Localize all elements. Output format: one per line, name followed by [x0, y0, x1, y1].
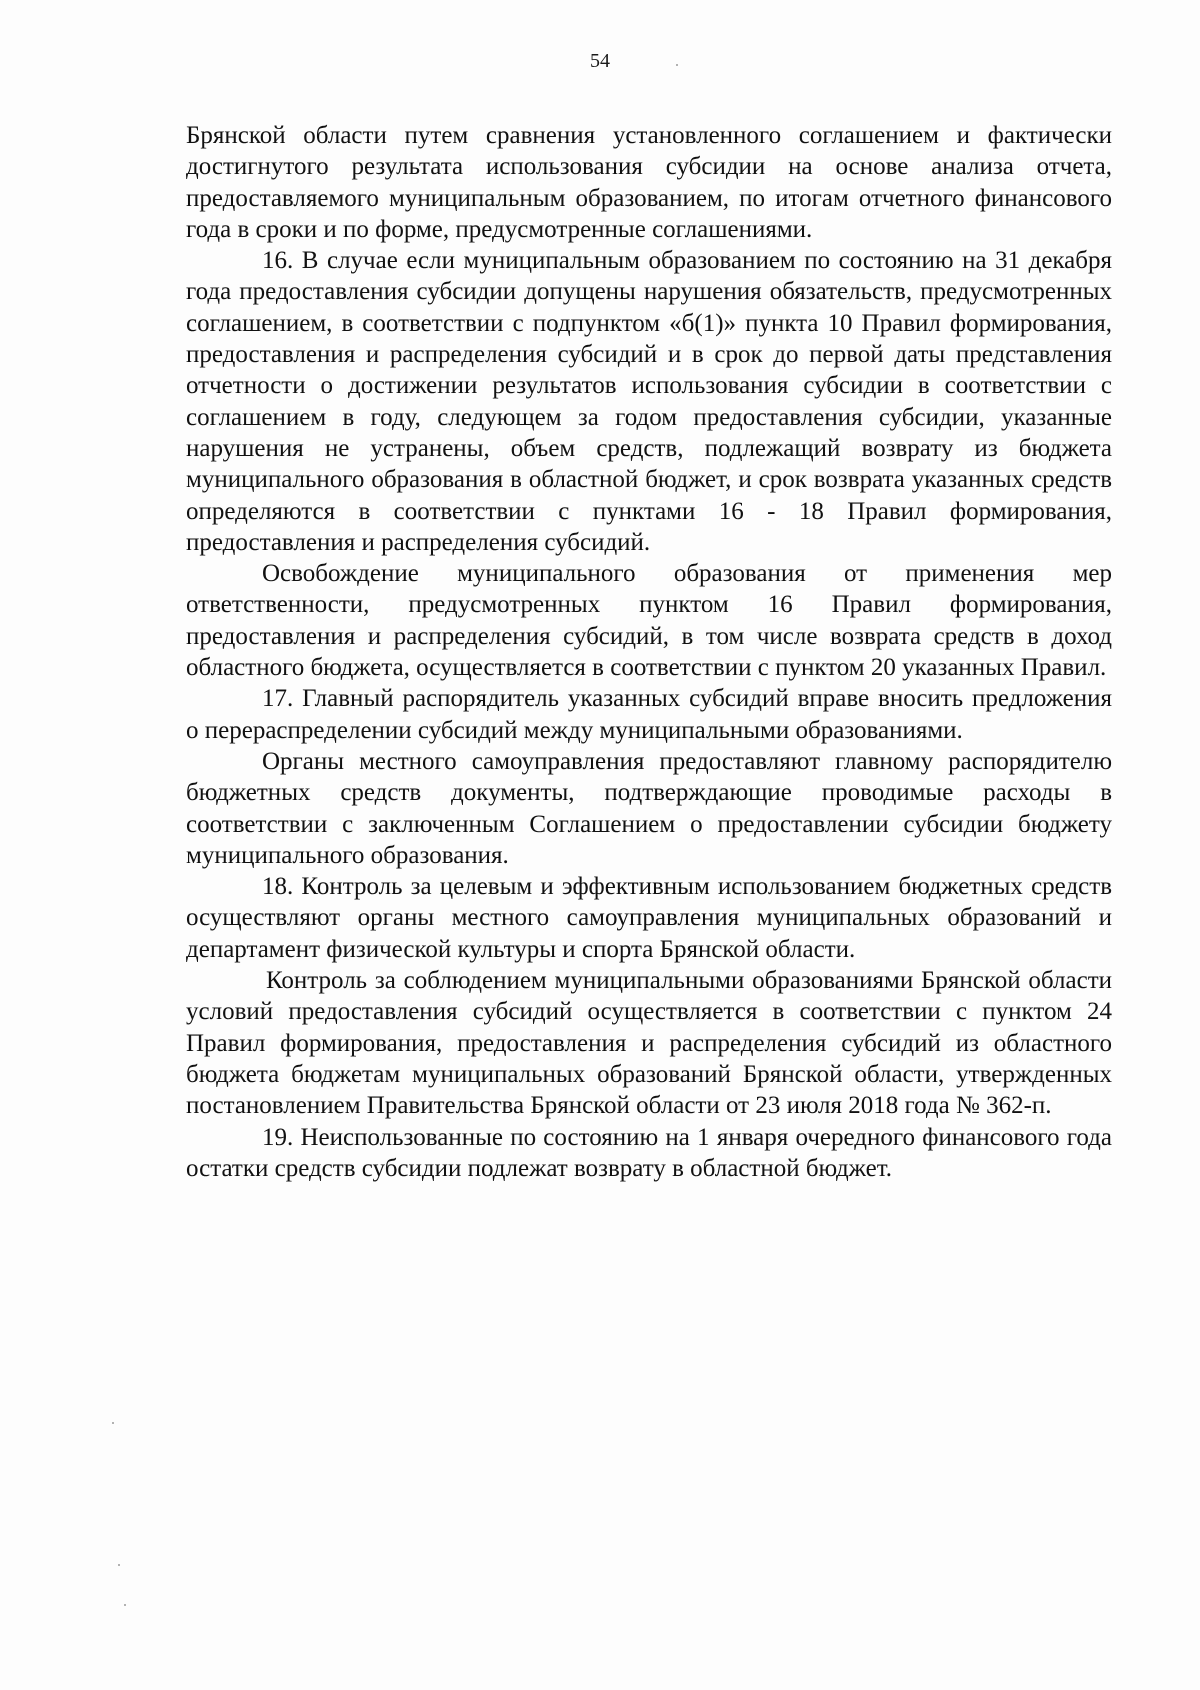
paragraph-exemption: Освобождение муниципального образования от применения мер ответственности, предусмотренных пунктом 16 Правил формирования, предоставления и распределения субсидий, в том числе возврата средств в доход областного бюджета, осуществляется в соответствии с пунктом 20 указанных Правил.	[186, 560, 1112, 682]
document-body	[186, 120, 1112, 1184]
paragraph-continuation: Брянской области путем сравнения установленного соглашением и фактически достигнутого результата использования субсидии на основе анализа отчета, предоставляемого муниципальным образованием, по итогам отчетного финансового года в сроки и по форме, предусмотренные соглашениями.	[186, 122, 1112, 243]
scan-speck	[676, 64, 678, 66]
scan-speck	[112, 1422, 114, 1424]
scan-speck	[118, 1564, 120, 1566]
paragraph-control: Контроль за соблюдением муниципальными образованиями Брянской области условий предоставления субсидий осуществляется в соответствии с пунктом 24 Правил формирования, предоставления и распределения субсидий из областного бюджета бюджетам муниципальных образований Брянской области, утвержденных постановлением Правительства Брянской области от 23 июля 2018 года № 362-п.	[186, 967, 1112, 1120]
paragraph-item-17: 17. Главный распорядитель указанных субсидий вправе вносить предложения о перераспределении субсидий между муниципальными образованиями.	[186, 685, 1112, 744]
scan-speck	[124, 1604, 126, 1606]
paragraph-item-16: 16. В случае если муниципальным образованием по состоянию на 31 декабря года предоставления субсидии допущены нарушения обязательств, предусмотренных соглашением, в соответствии с подпунктом «б(1)» пункта 10 Правил формирования, предоставления и распределения субсидий и в срок до первой даты представления отчетности о достижении результатов использования субсидии в соответствии с соглашением в году, следующем за годом предоставления субсидии, указанные нарушения не устранены, объем средств, подлежащий возврату из бюджета муниципального образования в областной бюджет, и срок возврата указанных средств определяются в соответствии с пунктами 16 - 18 Правил формирования, предоставления и распределения субсидий.	[186, 247, 1112, 556]
paragraph-local-authorities: Органы местного самоуправления предоставляют главному распорядителю бюджетных средств документы, подтверждающие проводимые расходы в соответствии с заключенным Соглашением о предоставлении субсидии бюджету муниципального образования.	[186, 747, 1112, 869]
page-number: 54	[590, 50, 610, 72]
paragraph-item-18: 18. Контроль за целевым и эффективным использованием бюджетных средств осуществляют органы местного самоуправления муниципальных образований и департамент физической культуры и спорта Брянской области.	[186, 873, 1112, 963]
paragraph-item-19: 19. Неиспользованные по состоянию на 1 января очередного финансового года остатки средств субсидии подлежат возврату в областной бюджет.	[186, 1123, 1112, 1182]
